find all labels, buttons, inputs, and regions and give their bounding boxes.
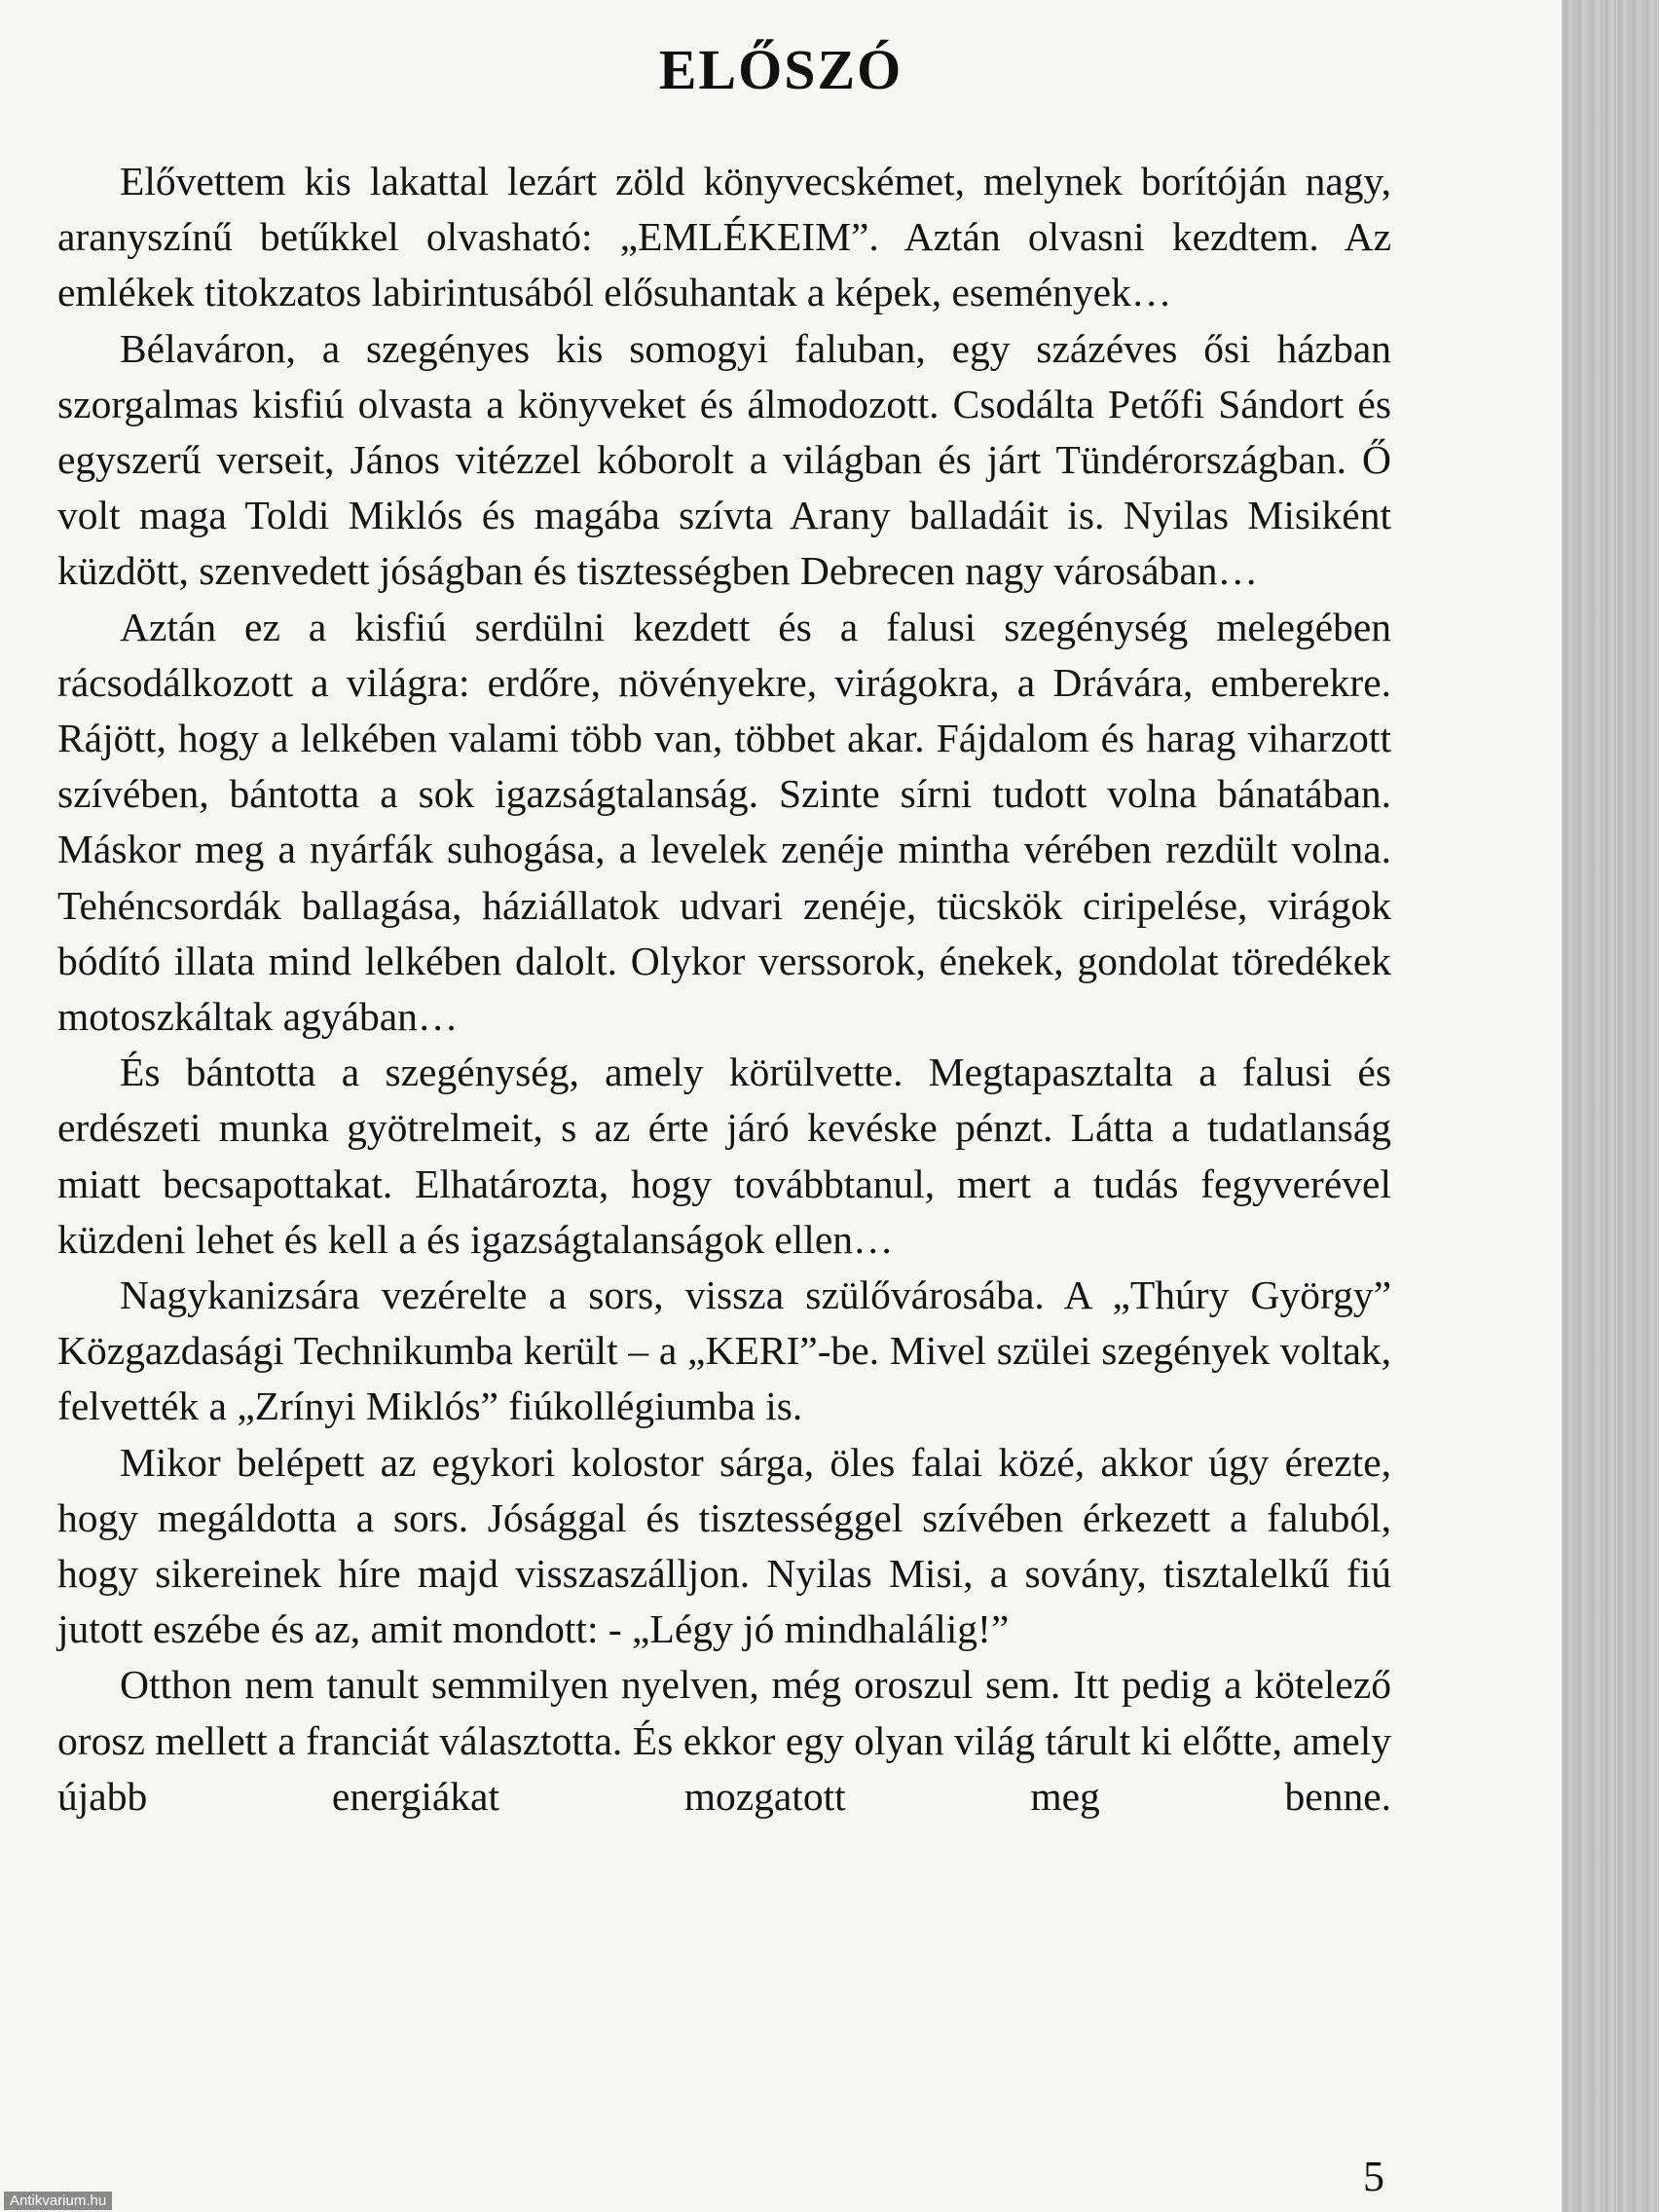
paragraph-2: Bélaváron, a szegényes kis somogyi faluban, egy százéves ősi házban szorgalmas kisfiú olvasta a könyveket és álmodozott. Csodálta Petőfi Sándort és egyszerű verseit, János vitézzel kóborolt a világban és járt Tündérországban. Ő volt maga Toldi Miklós és magába szívta Arany balladáit is. Nyilas Misiként küzdött, szenvedett jóságban és tisztességben Debrecen nagy városában… <box>57 325 1391 594</box>
paragraph-7: Otthon nem tanult semmilyen nyelven, még oroszul sem. Itt pedig a kötelező orosz mellett a franciát választotta. És ekkor egy olyan világ tárult ki előtte, amely újabb energiákat mozgatott meg benne. <box>57 1662 1391 1819</box>
paragraph-1: Elővettem kis lakattal lezárt zöld könyvecskémet, melynek borítóján nagy, aranyszínű betűkkel olvasható: „EMLÉKEIM”. Aztán olvasni kezdtem. Az emlékek titokzatos labirintusából elősuhantak a képek, események… <box>57 159 1391 315</box>
paragraph-4: És bántotta a szegénység, amely körülvette. Megtapasztalta a falusi és erdészeti munka gyötrelmeit, s az érte járó kevéske pénzt. Látta a tudatlanság miatt becsapottakat. Elhatározta, hogy továbbtanul, mert a tudás fegyverével küzdeni lehet és kell a és igazságtalanságok ellen… <box>57 1050 1391 1262</box>
body-text <box>57 154 1391 1825</box>
paragraph-6: Mikor belépett az egykori kolostor sárga, öles falai közé, akkor úgy érezte, hogy megáldotta a sors. Jósággal és tisztességgel szívében érkezett a faluból, hogy sikereinek híre majd visszaszálljon. Nyilas Misi, a sovány, tisztalelkű fiú jutott eszébe és az, amit mondott: - „Légy jó mindhalálig!” <box>57 1439 1391 1652</box>
book-spine-edge <box>1562 0 1659 2212</box>
page-title: ELŐSZÓ <box>658 38 903 101</box>
watermark: Antikvarium.hu <box>4 2192 112 2210</box>
page-number: 5 <box>1363 2153 1384 2200</box>
paragraph-3: Aztán ez a kisfiú serdülni kezdett és a falusi szegénység melegében rácsodálkozott a világra: erdőre, növényekre, virágokra, a Drávára, emberekre. Rájött, hogy a lelkében valami több van, többet akar. Fájdalom és harag viharzott szívében, bántotta a sok igazságtalanság. Szinte sírni tudott volna bánatában. Máskor meg a nyárfák suhogása, a levelek zenéje mintha vérében rezdült volna. Tehéncsordák ballagása, háziállatok udvari zenéje, tücskök ciripelése, virágok bódító illata mind lelkében dalolt. Olykor verssorok, énekek, gondolat töredékek motoszkáltak agyában… <box>57 604 1391 1040</box>
paragraph-5: Nagykanizsára vezérelte a sors, vissza szülővárosába. A „Thúry György” Közgazdasági Technikumba került – a „KERI”-be. Mivel szülei szegények voltak, felvették a „Zrínyi Miklós” fiúkollégiumba is. <box>57 1272 1391 1429</box>
